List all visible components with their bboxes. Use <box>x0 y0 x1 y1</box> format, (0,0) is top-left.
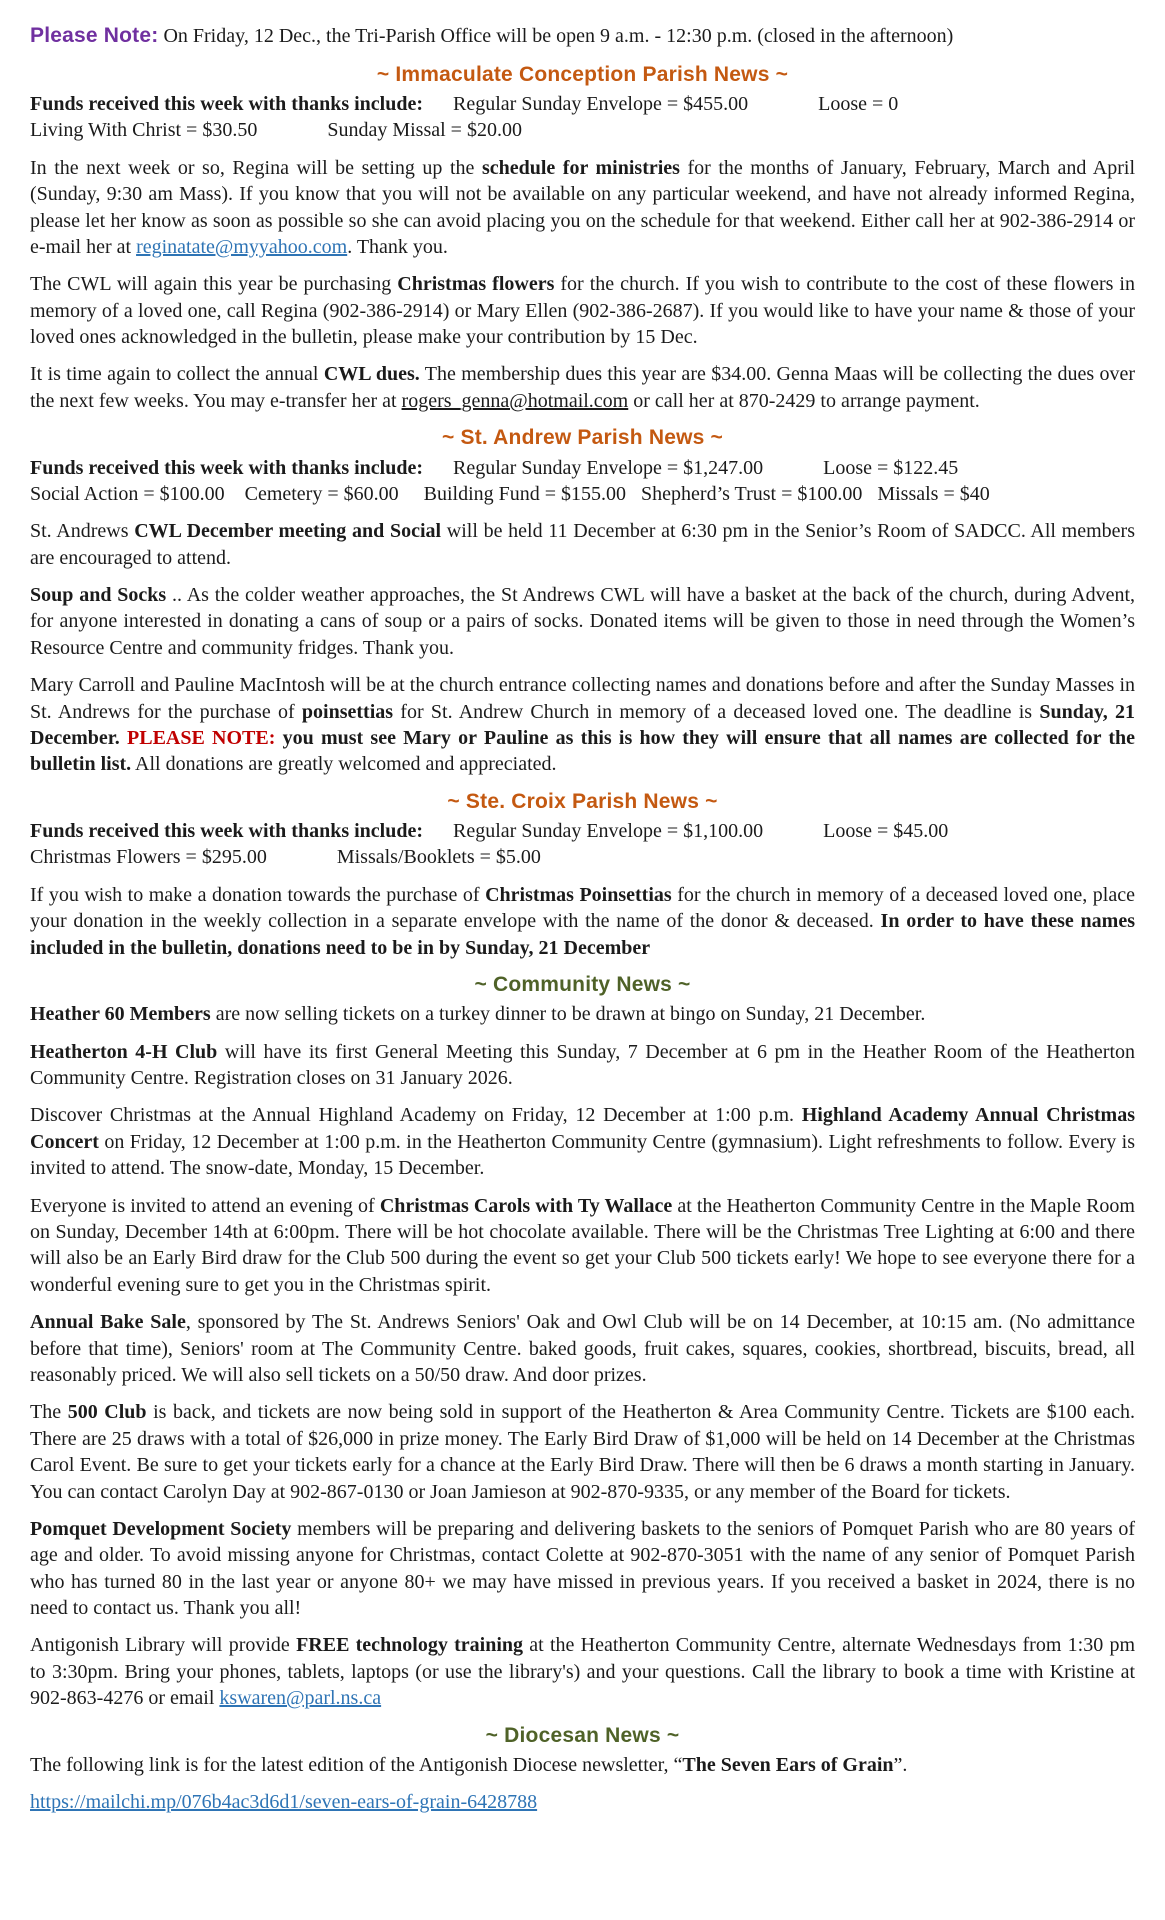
text-segment: Living With Christ = $30.50 Sunday Missal = $20.00 <box>30 119 522 142</box>
text-segment: St. Andrews <box>30 520 135 543</box>
text-segment: Highland Academy Annual Christmas Concert <box>30 1104 1136 1153</box>
funds-line <box>30 91 1135 117</box>
text-segment: ”. <box>893 1753 908 1776</box>
funds-line <box>30 844 1135 870</box>
text-segment: FREE technology training <box>296 1634 524 1657</box>
text-segment: If you wish to make a donation towards the purchase of <box>30 883 486 906</box>
funds-line <box>30 481 1135 507</box>
text-segment: Christmas Carols with Ty Wallace <box>379 1194 673 1217</box>
text-segment: for the months of January, February, March and April (Sunday, 9:30 am Mass). If you know that you will not be available on any particular weekend, and have not already informed Regina, please let her know as soon as possible so she can avoid placing you on the schedule for that weekend. Either call her at 902-386-2914 or e-mail her at <box>30 156 1136 258</box>
text-segment: The following link is for the latest edition of the Antigonish Diocese newsletter, “ <box>30 1753 683 1776</box>
section-community-news <box>30 972 1135 1712</box>
text-segment: It is time again to collect the annual <box>30 363 324 386</box>
section-body-diocesan-news <box>30 1752 1135 1816</box>
paragraph <box>30 155 1135 261</box>
text-segment: Mary Carroll and Pauline MacIntosh will be at the church entrance collecting names and donations before and after the Sunday Masses in St. Andrews for the purchase of <box>30 674 1135 723</box>
text-segment: Heatherton 4-H Club <box>30 1040 218 1063</box>
section-body-immaculate-conception <box>30 91 1135 414</box>
text-segment: The CWL will again this year be purchasing <box>30 273 398 296</box>
section-header-community-news: ~ Community News ~ <box>474 973 691 997</box>
text-segment: for the church. If you wish to contribute to the cost of these flowers in memory of a loved one, call Regina (902-386-2914) or Mary Ellen (902-386-2687). If you would like to have your name & those of your loved ones acknowledged in the bulletin, please make your contribution by 15 Dec. <box>30 273 1135 349</box>
paragraph <box>30 361 1135 414</box>
text-segment: CWL December meeting and Social <box>134 520 442 543</box>
text-segment: are now selling tickets on a turkey dinner to be drawn at bingo on Sunday, 21 December. <box>210 1003 926 1026</box>
text-segment: , sponsored by The St. Andrews Seniors' Oak and Owl Club will be on 14 December, at 10:15 am. (No admittance before that time), Seniors' room at The Community Centre. baked goods, fruit cakes, squares, cookies, shortbread, biscuits, bread, all reasonably priced. We will also sell tickets on a 50/50 draw. And door prizes. <box>30 1311 1135 1386</box>
text-segment: poinsettias <box>301 700 394 723</box>
inline-link[interactable]: reginatate@myyahoo.com <box>136 235 348 258</box>
section-header-immaculate-conception: ~ Immaculate Conception Parish News ~ <box>376 62 789 86</box>
paragraph <box>30 1039 1135 1092</box>
paragraph <box>30 1193 1135 1299</box>
text-segment: PLEASE NOTE: <box>127 727 276 750</box>
text-segment: Please Note: <box>30 24 159 47</box>
text-segment: The Seven Ears of Grain <box>682 1753 894 1776</box>
text-segment: Funds received this week with thanks include: <box>30 456 424 479</box>
text-segment: Antigonish Library will provide <box>30 1634 297 1657</box>
text-segment: On Friday, 12 Dec., the Tri-Parish Office will be open 9 a.m. - 12:30 p.m. (closed in the afternoon) <box>158 25 954 47</box>
paragraph <box>30 1632 1135 1711</box>
text-segment: Funds received this week with thanks include: <box>30 92 424 115</box>
funds-line <box>30 117 1135 143</box>
text-segment: Christmas flowers <box>397 273 555 296</box>
paragraph <box>30 1399 1135 1505</box>
funds-line <box>30 818 1135 844</box>
paragraph <box>30 582 1135 661</box>
section-ste-croix <box>30 789 1135 961</box>
text-segment: Social Action = $100.00 Cemetery = $60.00 Building Fund = $155.00 Shepherd’s Trust = $100.00 Missals = $40 <box>30 482 990 505</box>
text-segment: Regular Sunday Envelope = $1,100.00 Loose = $45.00 <box>423 820 949 843</box>
text-segment: for St. Andrew Church in memory of a deceased loved one. The deadline is <box>393 700 1040 723</box>
text-segment: will be held 11 December at 6:30 pm in the Senior’s Room of SADCC. All members are encouraged to attend. <box>30 520 1135 569</box>
text-segment: members will be preparing and delivering baskets to the seniors of Pomquet Parish who are 80 years of age and older. To avoid missing anyone for Christmas, contact Colette at 902-870-3051 with the name of any senior of Pomquet Parish who has turned 80 in the last year or anyone 80+ we may have missed in previous years. If you received a basket in 2024, there is no need to contact us. Thank you all! <box>30 1517 1135 1620</box>
text-segment: Discover Christmas at the Annual Highland Academy on Friday, 12 December at 1:00 p.m. <box>30 1104 802 1127</box>
paragraph <box>30 1102 1135 1181</box>
link-line <box>30 1752 1135 1778</box>
section-diocesan-news <box>30 1723 1135 1816</box>
office-hours-note <box>30 22 1135 50</box>
text-segment: you must see Mary or Pauline as this is how they will ensure that all names are collected for the bulletin list. <box>30 727 1135 776</box>
text-segment <box>120 727 127 749</box>
text-segment: or call her at 870-2429 to arrange payment. <box>628 389 980 412</box>
text-segment: will have its first General Meeting this Sunday, 7 December at 6 pm in the Heather Room of the Heatherton Community Centre. Registration closes on 31 January 2026. <box>30 1040 1136 1090</box>
paragraph <box>30 1516 1135 1622</box>
text-segment: Everyone is invited to attend an evening of <box>30 1194 380 1217</box>
text-segment: In the next week or so, Regina will be setting up the <box>30 156 482 179</box>
paragraph <box>30 518 1135 571</box>
text-segment: . Thank you. <box>347 235 448 258</box>
section-header-st-andrew: ~ St. Andrew Parish News ~ <box>441 426 724 450</box>
text-segment: .. As the colder weather approaches, the St Andrews CWL will have a basket at the back of the church, during Advent, for anyone interested in donating a cans of soup or a pairs of socks. Donated items will be given to those in need through the Women’s Resource Centre and community fridges. Thank you. <box>30 584 1135 659</box>
funds-line <box>30 455 1135 481</box>
text-segment: Funds received this week with thanks include: <box>30 820 424 843</box>
text-segment: at the Heatherton Community Centre in the Maple Room on Sunday, December 14th at 6:00pm. There will be hot chocolate available. There will be the Christmas Tree Lighting at 6:00 and there will also be an Early Bird draw for the Club 500 during the event so get your Club 500 tickets early! We hope to see everyone there for a wonderful evening sure to get you in the Christmas spirit. <box>30 1194 1135 1296</box>
text-segment: The <box>30 1401 68 1424</box>
text-segment: Pomquet Development Society <box>30 1517 292 1540</box>
text-segment: The membership dues this year are $34.00. Genna Maas will be collecting the dues over the next few weeks. You may e-transfer her at <box>30 363 1136 412</box>
text-segment: In order to have these names included in the bulletin, donations need to be in by Sunday, 21 December <box>30 910 1135 959</box>
link-line <box>30 1789 1135 1815</box>
text-segment: 500 Club <box>67 1401 147 1424</box>
text-segment: Heather 60 Members <box>30 1003 211 1026</box>
section-immaculate-conception <box>30 62 1135 415</box>
text-segment: at the Heatherton Community Centre, alternate Wednesdays from 1:30 pm to 3:30pm. Bring your phones, tablets, laptops (or use the library's) and your questions. Call the library to book a time with Kristine at 902-863-4276 or email <box>30 1634 1136 1710</box>
paragraph <box>30 672 1135 778</box>
paragraph <box>30 1001 1135 1027</box>
section-body-community-news <box>30 1001 1135 1711</box>
text-segment: Regular Sunday Envelope = $455.00 Loose = 0 <box>423 92 899 115</box>
paragraph <box>30 1309 1135 1388</box>
section-st-andrew <box>30 425 1135 778</box>
text-segment: Sunday, 21 December. <box>30 700 1135 750</box>
section-header-diocesan-news: ~ Diocesan News ~ <box>485 1723 680 1747</box>
text-segment: Christmas Poinsettias <box>485 883 672 906</box>
paragraph <box>30 882 1135 961</box>
text-segment: CWL dues. <box>323 363 420 386</box>
section-body-st-andrew <box>30 455 1135 778</box>
text-segment: Soup and Socks <box>30 584 167 607</box>
text-segment: schedule for ministries <box>481 156 680 179</box>
inline-link[interactable]: https://mailchi.mp/076b4ac3d6d1/seven-ears-of-grain-6428788 <box>30 1791 538 1814</box>
text-segment: All donations are greatly welcomed and appreciated. <box>131 753 557 776</box>
paragraph <box>30 271 1135 350</box>
section-body-ste-croix <box>30 818 1135 961</box>
text-segment: Annual Bake Sale <box>30 1311 186 1334</box>
text-segment: Regular Sunday Envelope = $1,247.00 Loose = $122.45 <box>423 456 959 479</box>
text-segment: Christmas Flowers = $295.00 Missals/Booklets = $5.00 <box>30 846 541 869</box>
text-segment: for the church in memory of a deceased loved one, place your donation in the weekly collection in a separate envelope with the name of the donor & deceased. <box>30 883 1135 933</box>
text-segment: rogers_genna@hotmail.com <box>401 389 629 412</box>
section-header-ste-croix: ~ Ste. Croix Parish News ~ <box>447 789 718 813</box>
text-segment: on Friday, 12 December at 1:00 p.m. in the Heatherton Community Centre (gymnasium). Light refreshments to follow. Every is invited to attend. The snow-date, Monday, 15 December. <box>30 1130 1135 1180</box>
inline-link[interactable]: kswaren@parl.ns.ca <box>219 1687 382 1710</box>
text-segment: is back, and tickets are now being sold in support of the Heatherton & Area Community Centre. Tickets are $100 each. There are 25 draws with a total of $26,000 in prize money. The Early Bird Draw of $1,000 will be held on 14 December at the Christmas Carol Event. Be sure to get your tickets early for a chance at the Early Bird Draw. There will then be 6 draws a month starting in January. You can contact Carolyn Day at 902-867-0130 or Joan Jamieson at 902-870-9335, or any member of the Board for tickets. <box>30 1401 1136 1503</box>
